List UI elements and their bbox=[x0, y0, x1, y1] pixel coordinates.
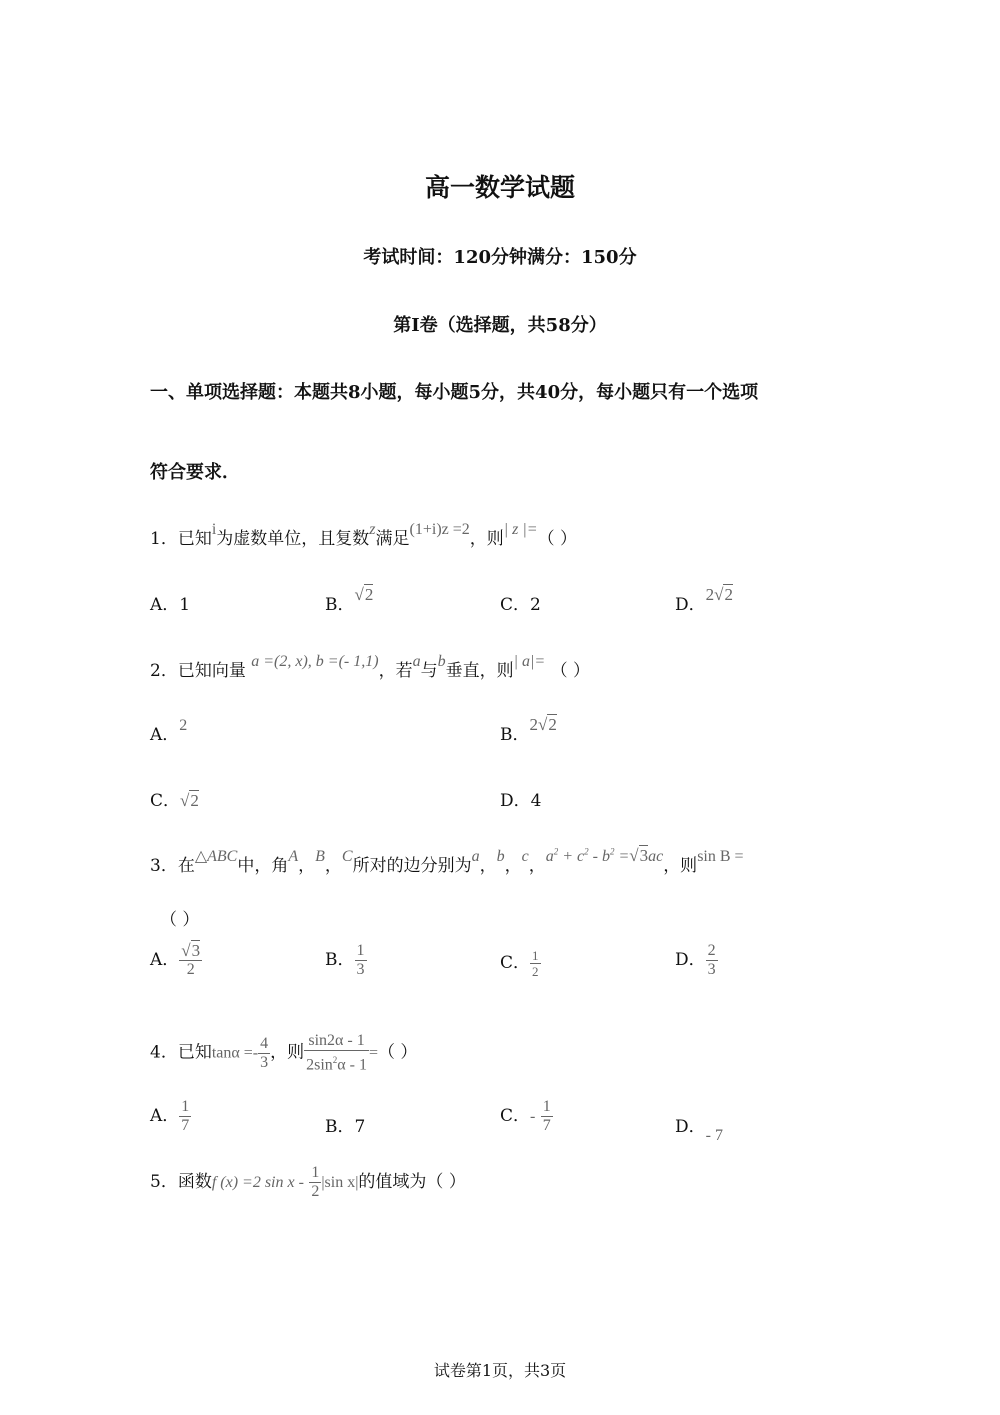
q1-option-c: C．2 bbox=[500, 595, 541, 615]
q3-paren: （ ） bbox=[160, 910, 200, 930]
q4-option-b: B．7 bbox=[325, 1117, 366, 1137]
q1-option-b: B．√2 bbox=[325, 585, 374, 615]
question-3: 3．在△ABC中，角A，B，C所对的边分别为a，b，c，$a^2 + c^2 - b^2 =√3ac$，则sin B = bbox=[150, 846, 744, 876]
q4-option-a: A． $\frac{1}{7}$ bbox=[150, 1098, 190, 1134]
q2-option-c: C．√2 bbox=[150, 791, 199, 811]
section-heading-line1: 一、单项选择题：本题共8小题，每小题5分，共40分，每小题只有一个选项 bbox=[150, 382, 759, 403]
q3-option-a: A． $\frac{√3}{2}$ bbox=[150, 941, 201, 978]
exam-info: 考试时间：120分钟满分：150分 bbox=[363, 247, 637, 268]
q3-option-b: B． $\frac{1}{3}$ bbox=[325, 942, 365, 978]
section-heading-line2: 符合要求． bbox=[150, 462, 240, 483]
q1-option-d: D．2√2 bbox=[675, 585, 733, 615]
page-title: 高一数学试题 bbox=[424, 173, 575, 202]
q2-option-d: D．4 bbox=[500, 791, 542, 811]
q2-option-a: A．2 bbox=[150, 717, 188, 745]
q3-option-d: D． $\frac{2}{3}$ bbox=[675, 942, 716, 978]
volume-heading: 第Ⅰ卷（选择题，共58分） bbox=[393, 315, 607, 336]
q4-option-d: D．- 7 bbox=[675, 1117, 723, 1144]
question-2: 2．已知向量 a =(2, x), b =(- 1,1)，若a与b垂直，则| a|= （ ） bbox=[150, 653, 590, 681]
q4-option-c: C．- $\frac{1}{7}$ bbox=[500, 1098, 551, 1134]
q3-option-c: C． $\frac{1}{2}$ bbox=[500, 948, 539, 979]
question-1: 1．已知i为虚数单位，且复数z满足(1+i)z =2，则| z |=（ ） bbox=[150, 521, 577, 549]
question-4: 4．已知tanα =- $\frac{4}{3}$ ，则 $\frac{\sin 2\alpha - 1}{2\sin^2\alpha - 1}$ =（ ） bbox=[150, 1032, 418, 1074]
q2-option-b: B．2√2 bbox=[500, 715, 557, 745]
page-footer: 试卷第1页，共3页 bbox=[433, 1361, 567, 1380]
q1-option-a: A．1 bbox=[150, 595, 191, 615]
question-5: 5．函数f (x) =2 sin x - $\frac{1}{2}$ |sin x|的值域为（ ） bbox=[150, 1164, 466, 1200]
